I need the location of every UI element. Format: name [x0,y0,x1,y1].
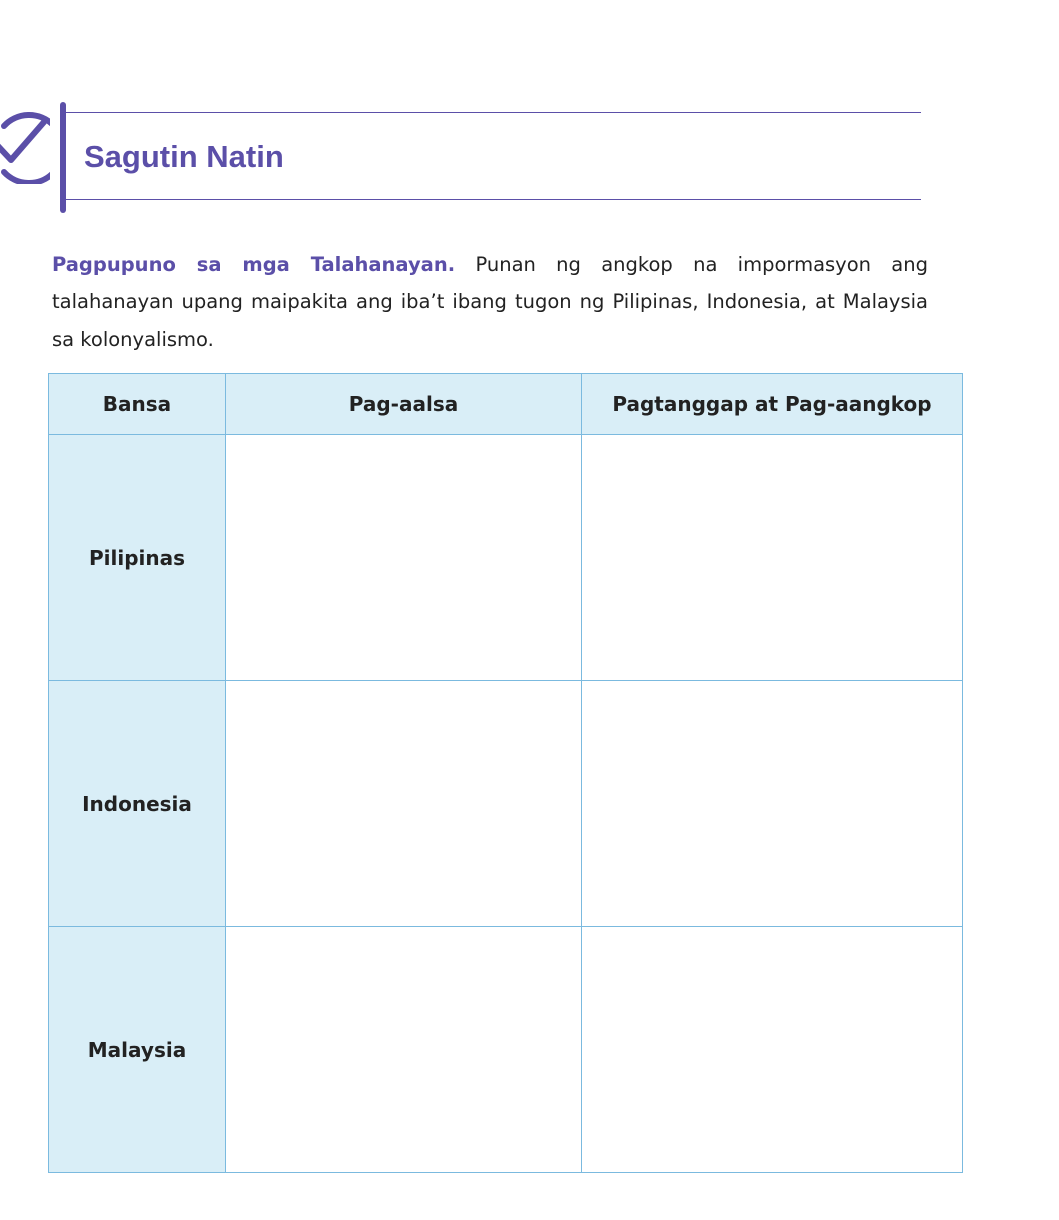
country-cell: Malaysia [49,927,226,1173]
answer-cell-pagtanggap[interactable] [582,681,963,927]
answer-cell-pag-aalsa[interactable] [226,681,582,927]
answer-cell-pag-aalsa[interactable] [226,435,582,681]
table-row [49,927,963,1173]
answer-cell-pagtanggap[interactable] [582,927,963,1173]
answer-cell-pag-aalsa[interactable] [226,927,582,1173]
instructions-body: Punan ng angkop na impormasyon ang talahanayan upang maipakita ang iba’t ibang tugon ng Pilipinas, Indonesia, at Malaysia sa kolonyalismo. [52,252,928,351]
table-row [49,435,963,681]
column-header-pagtanggap: Pagtanggap at Pag-aangkop [582,374,963,435]
answer-cell-pagtanggap[interactable] [582,435,963,681]
response-table [48,373,963,1173]
country-cell: Indonesia [49,681,226,927]
accent-bar [60,102,66,213]
section-title: Sagutin Natin [84,139,284,174]
column-header-bansa: Bansa [49,374,226,435]
divider-bottom [66,199,921,200]
check-circle-icon [0,112,50,184]
instructions [52,246,928,359]
table-row [49,681,963,927]
country-cell: Pilipinas [49,435,226,681]
table-header-row [49,374,963,435]
column-header-pag-aalsa: Pag-aalsa [226,374,582,435]
instructions-lead: Pagpupuno sa mga Talahanayan. [52,252,456,276]
section-header [0,0,1059,215]
divider-top [66,112,921,113]
